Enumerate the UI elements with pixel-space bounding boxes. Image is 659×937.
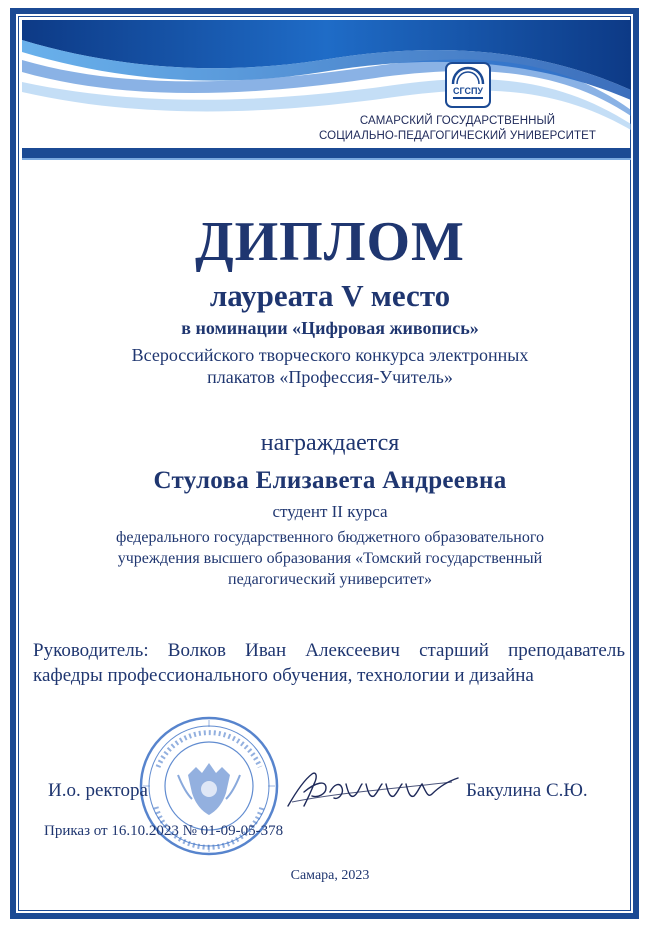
recipient-organization xyxy=(30,527,630,590)
contest-name xyxy=(30,344,630,388)
recipient-course: студент II курса xyxy=(272,502,388,521)
rector-signature xyxy=(282,762,462,814)
order-reference: Приказ от 16.10.2023 № 01-09-05-378 xyxy=(44,823,284,839)
org-line3: педагогический университет» xyxy=(228,571,432,588)
org-line2: учреждения высшего образования «Томский государственный xyxy=(117,550,543,567)
rector-name: Бакулина С.Ю. xyxy=(466,780,588,801)
university-name-line1: САМАРСКИЙ ГОСУДАРСТВЕННЫЙ xyxy=(359,115,556,127)
diploma-title: ДИПЛОМ xyxy=(195,211,465,273)
supervisor-info: Руководитель: Волков Иван Алексеевич старший преподаватель кафедры профессионального обучения, технологии и дизайна xyxy=(33,640,625,686)
university-name-line2: СОЦИАЛЬНО-ПЕДАГОГИЧЕСКИЙ УНИВЕРСИТЕТ xyxy=(319,130,596,142)
org-line1: федерального государственного бюджетного образовательного xyxy=(115,529,545,546)
recipient-name: Стулова Елизавета Андреевна xyxy=(153,467,507,494)
nomination: в номинации «Цифровая живопись» xyxy=(181,318,479,338)
awarded-text: награждается xyxy=(260,430,400,456)
university-name xyxy=(300,114,615,144)
university-logo xyxy=(445,62,491,108)
laureate-place: лауреата V место xyxy=(209,278,451,313)
logo-text: СГСПУ xyxy=(452,86,484,96)
contest-line2: плакатов «Профессия-Учитель» xyxy=(207,367,453,387)
contest-line1: Всероссийского творческого конкурса электронных xyxy=(131,345,529,365)
rector-label: И.о. ректора xyxy=(48,780,148,801)
city-year: Самара, 2023 xyxy=(290,868,370,883)
